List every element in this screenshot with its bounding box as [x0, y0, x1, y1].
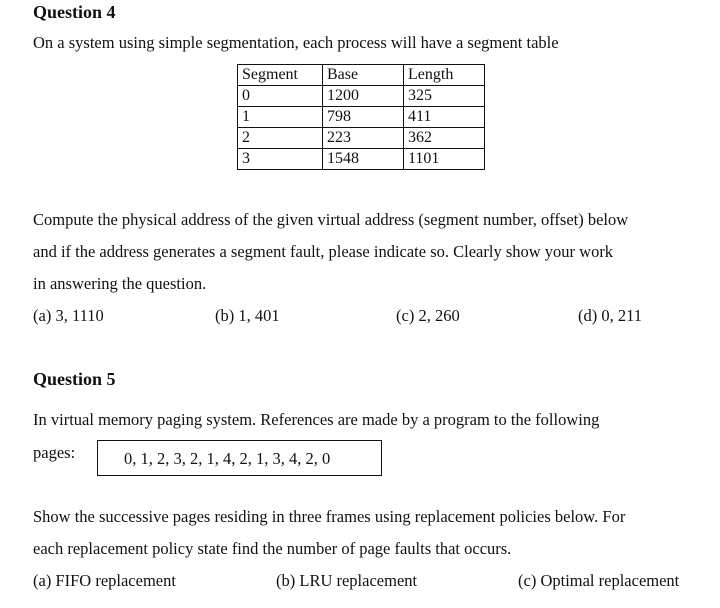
table-row — [238, 86, 485, 107]
cell-base: 1548 — [323, 149, 404, 170]
table-row — [238, 128, 485, 149]
header-length: Length — [404, 65, 485, 86]
question-4-option-b: (b) 1, 401 — [215, 306, 280, 325]
question-5-option-b: (b) LRU replacement — [276, 571, 418, 590]
cell-length: 1101 — [404, 149, 485, 170]
header-segment: Segment — [238, 65, 323, 86]
question-4-option-c: (c) 2, 260 — [396, 306, 460, 325]
segment-table-header-row — [238, 65, 485, 86]
question-5-title: Question 5 — [33, 369, 116, 389]
cell-segment: 2 — [238, 128, 323, 149]
question-5-line-1: In virtual memory paging system. References are made by a program to the following — [33, 410, 600, 429]
reference-string-box: 0, 1, 2, 3, 2, 1, 4, 2, 1, 3, 4, 2, 0 — [97, 440, 382, 476]
segment-table — [237, 64, 485, 170]
question-5-body-line-1: Show the successive pages residing in three frames using replacement policies below. For — [33, 507, 626, 526]
cell-segment: 3 — [238, 149, 323, 170]
cell-length: 411 — [404, 107, 485, 128]
cell-base: 798 — [323, 107, 404, 128]
header-base: Base — [323, 65, 404, 86]
cell-base: 223 — [323, 128, 404, 149]
question-4-body-line-3: in answering the question. — [33, 274, 207, 293]
cell-segment: 1 — [238, 107, 323, 128]
cell-length: 362 — [404, 128, 485, 149]
question-5-option-c: (c) Optimal replacement — [518, 571, 680, 590]
question-4-intro: On a system using simple segmentation, each process will have a segment table — [33, 33, 559, 52]
cell-segment: 0 — [238, 86, 323, 107]
question-5-option-a: (a) FIFO replacement — [33, 571, 176, 590]
cell-length: 325 — [404, 86, 485, 107]
pages-label: pages: — [33, 443, 76, 462]
question-4-title: Question 4 — [33, 2, 116, 22]
question-4-body-line-1: Compute the physical address of the given virtual address (segment number, offset) below — [33, 210, 629, 229]
table-row — [238, 149, 485, 170]
question-4-option-a: (a) 3, 1110 — [33, 306, 104, 325]
question-5-body-line-2: each replacement policy state find the number of page faults that occurs. — [33, 539, 512, 558]
table-row — [238, 107, 485, 128]
question-4-body-line-2: and if the address generates a segment fault, please indicate so. Clearly show your work — [33, 242, 614, 261]
question-4-option-d: (d) 0, 211 — [578, 306, 643, 325]
cell-base: 1200 — [323, 86, 404, 107]
